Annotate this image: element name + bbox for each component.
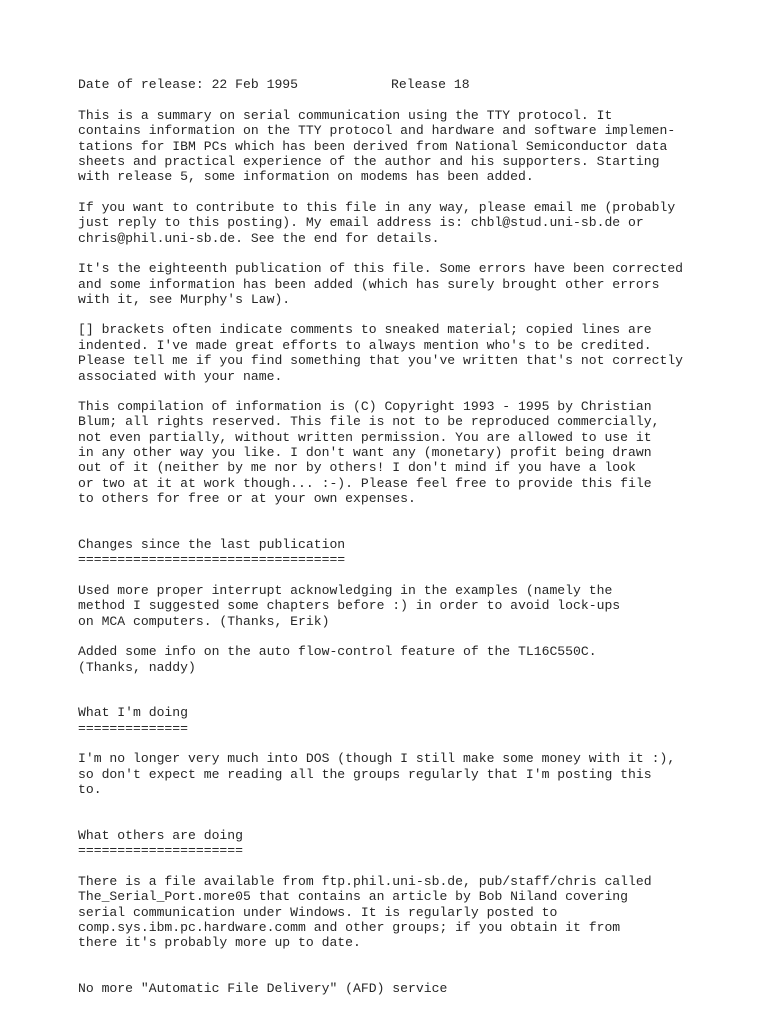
copyright-line: in any other way you like. I don't want any (monetary) profit being drawn	[78, 445, 652, 460]
brackets-line: associated with your name.	[78, 369, 283, 384]
intro-line: sheets and practical experience of the author and his supporters. Starting	[78, 154, 660, 169]
others-line: there it's probably more up to date.	[78, 935, 361, 950]
section-heading: No more "Automatic File Delivery" (AFD) service	[78, 981, 448, 996]
others-line: The_Serial_Port.more05 that contains an article by Bob Niland covering	[78, 889, 629, 904]
changes-line: Used more proper interrupt acknowledging in the examples (namely the	[78, 583, 613, 598]
doing-line: so don't expect me reading all the groups regularly that I'm posting this	[78, 767, 652, 782]
changes-line: (Thanks, naddy)	[78, 660, 196, 675]
copyright-line: This compilation of information is (C) Copyright 1993 - 1995 by Christian	[78, 399, 652, 414]
intro-line: This is a summary on serial communication using the TTY protocol. It	[78, 108, 613, 123]
section-underline: ==================================	[78, 552, 346, 567]
copyright-line: not even partially, without written permission. You are allowed to use it	[78, 430, 652, 445]
contribute-line: chris@phil.uni-sb.de. See the end for details.	[78, 231, 440, 246]
doing-line: to.	[78, 782, 102, 797]
intro-line: tations for IBM PCs which has been derived from National Semiconductor data	[78, 139, 668, 154]
section-heading: Changes since the last publication	[78, 537, 346, 552]
copyright-line: Blum; all rights reserved. This file is not to be reproduced commercially,	[78, 414, 660, 429]
copyright-line: or two at it at work though... :-). Please feel free to provide this file	[78, 476, 652, 491]
section-underline: =====================	[78, 843, 244, 858]
contribute-line: just reply to this posting). My email address is: chbl@stud.uni-sb.de or	[78, 215, 644, 230]
release-date: Date of release: 22 Feb 1995	[78, 77, 299, 92]
copyright-line: out of it (neither by me nor by others! I don't mind if you have a look	[78, 460, 636, 475]
contribute-line: If you want to contribute to this file in any way, please email me (probably	[78, 200, 676, 215]
changes-line: Added some info on the auto flow-control feature of the TL16C550C.	[78, 644, 597, 659]
others-line: comp.sys.ibm.pc.hardware.comm and other groups; if you obtain it from	[78, 920, 621, 935]
section-heading: What others are doing	[78, 828, 244, 843]
eighteenth-line: It's the eighteenth publication of this file. Some errors have been corrected	[78, 261, 684, 276]
intro-line: with release 5, some information on modems has been added.	[78, 169, 534, 184]
eighteenth-line: and some information has been added (which has surely brought other errors	[78, 277, 660, 292]
release-number: Release 18	[391, 77, 470, 92]
document-body	[78, 0, 758, 996]
changes-line: method I suggested some chapters before :) in order to avoid lock-ups	[78, 598, 621, 613]
brackets-line: Please tell me if you find something that you've written that's not correctly	[78, 353, 684, 368]
section-underline: ==============	[78, 721, 189, 736]
brackets-line: indented. I've made great efforts to always mention who's to be credited.	[78, 338, 652, 353]
eighteenth-line: with it, see Murphy's Law).	[78, 292, 291, 307]
others-line: serial communication under Windows. It is regularly posted to	[78, 905, 558, 920]
changes-line: on MCA computers. (Thanks, Erik)	[78, 614, 330, 629]
others-line: There is a file available from ftp.phil.uni-sb.de, pub/staff/chris called	[78, 874, 652, 889]
copyright-line: to others for free or at your own expenses.	[78, 491, 416, 506]
brackets-line: [] brackets often indicate comments to sneaked material; copied lines are	[78, 322, 652, 337]
doing-line: I'm no longer very much into DOS (though I still make some money with it :),	[78, 751, 676, 766]
intro-line: contains information on the TTY protocol and hardware and software implemen-	[78, 123, 676, 138]
section-heading: What I'm doing	[78, 705, 189, 720]
